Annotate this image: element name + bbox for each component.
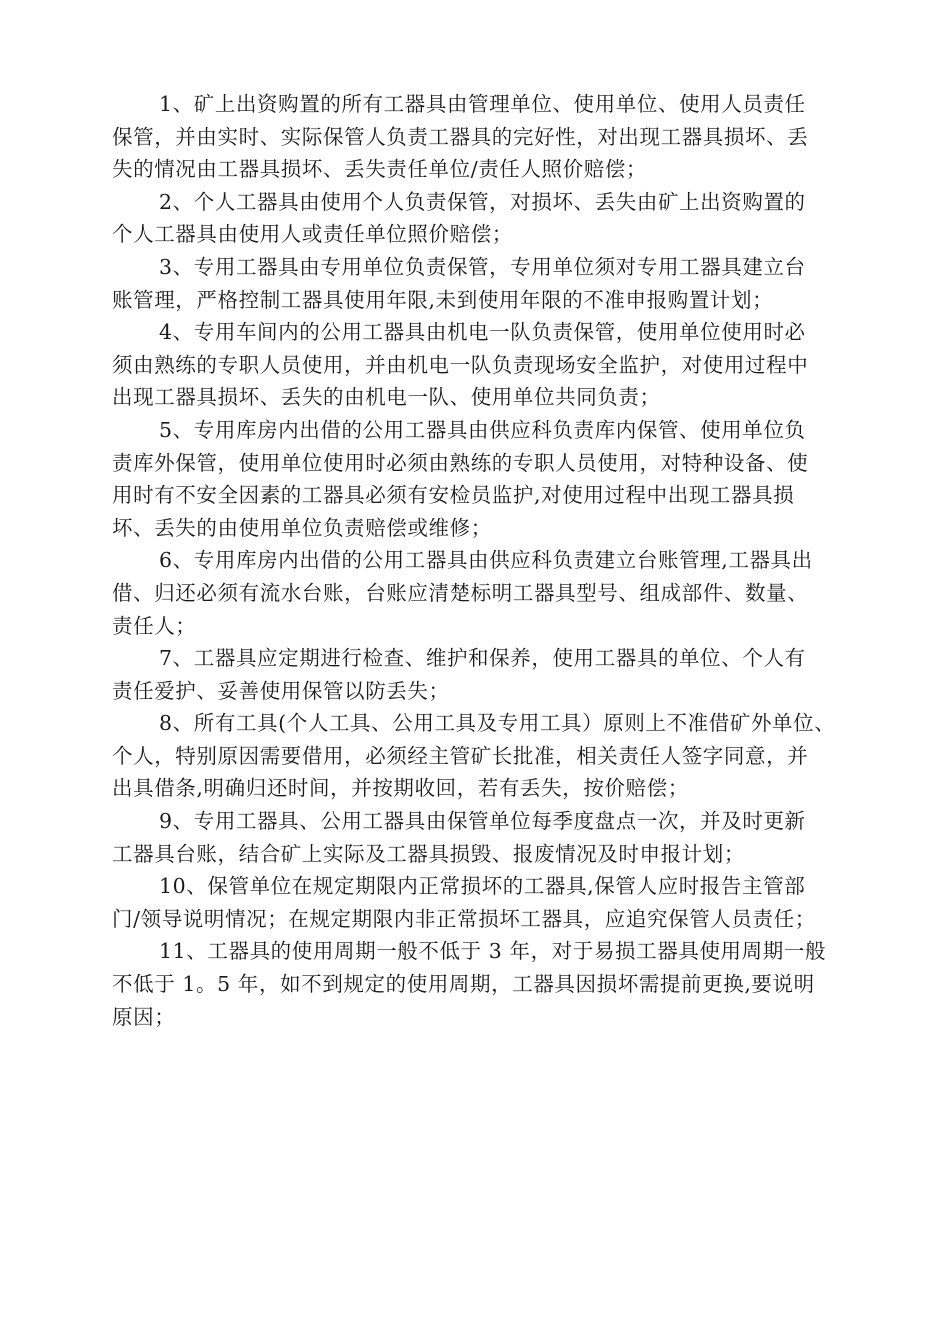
paragraph-line: 用时有不安全因素的工器具必须有安检员监护,对使用过程中出现工器具损 <box>112 483 795 508</box>
paragraph-line: 坏、丢失的由使用单位负责赔偿或维修； <box>112 515 492 540</box>
paragraph-line: 账管理，严格控制工器具使用年限,未到使用年限的不准申报购置计划； <box>112 287 774 312</box>
paragraph-3 <box>112 251 852 316</box>
paragraph-7 <box>112 642 852 707</box>
paragraph-5 <box>112 414 852 544</box>
paragraph-9 <box>112 805 852 870</box>
paragraph-line: 保管，并由实时、实际保管人负责工器具的完好性，对出现工器具损坏、丢 <box>112 124 809 149</box>
paragraph-line: 须由熟练的专职人员使用，并由机电一队负责现场安全监护，对使用过程中 <box>112 352 809 377</box>
paragraph-6 <box>112 544 852 642</box>
paragraph-line: 个人，特别原因需要借用，必须经主管矿长批准，相关责任人签字同意，并 <box>112 743 809 768</box>
paragraph-line: 责库外保管，使用单位使用时必须由熟练的专职人员使用，对特种设备、使 <box>112 450 809 475</box>
paragraph-line: 个人工器具由使用人或责任单位照价赔偿； <box>112 222 513 247</box>
paragraph-line: 门/领导说明情况；在规定期限内非正常损坏工器具，应追究保管人员责任； <box>112 906 816 931</box>
paragraph-line: 出现工器具损坏、丢失的由机电一队、使用单位共同负责； <box>112 385 661 410</box>
paragraph-line: 4、专用车间内的公用工器具由机电一队负责保管，使用单位使用时必 <box>159 320 806 345</box>
paragraph-1 <box>112 88 852 186</box>
paragraph-line: 出具借条,明确归还时间，并按期收回，若有丢失，按价赔偿； <box>112 776 689 801</box>
paragraph-line: 10、保管单位在规定期限内正常损坏的工器具,保管人应时报告主管部 <box>159 874 806 899</box>
paragraph-line: 7、工器具应定期进行检查、维护和保养，使用工器具的单位、个人有 <box>159 646 806 671</box>
paragraph-line: 2、个人工器具由使用个人负责保管，对损坏、丢失由矿上出资购置的 <box>159 189 806 214</box>
paragraph-line: 失的情况由工器具损坏、丢失责任单位/责任人照价赔偿； <box>112 157 648 182</box>
paragraph-line: 3、专用工器具由专用单位负责保管，专用单位须对专用工器具建立台 <box>159 254 806 279</box>
paragraph-line: 1、矿上出资购置的所有工器具由管理单位、使用单位、使用人员责任 <box>159 92 806 116</box>
paragraph-line: 6、专用库房内出借的公用工器具由供应科负责建立台账管理,工器具出 <box>159 548 813 573</box>
paragraph-4 <box>112 316 852 414</box>
paragraph-line: 11、工器具的使用周期一般不低于 3 年，对于易损工器具使用周期一般 <box>159 939 827 964</box>
paragraph-line: 工器具台账，结合矿上实际及工器具损毁、报废情况及时申报计划； <box>112 841 745 866</box>
paragraph-10 <box>112 870 852 935</box>
paragraph-11 <box>112 935 852 1033</box>
paragraph-line: 8、所有工具(个人工具、公用工具及专用工具）原则上不准借矿外单位、 <box>159 711 836 736</box>
document-body <box>112 88 852 1033</box>
paragraph-line: 原因； <box>112 1004 176 1029</box>
paragraph-line: 借、归还必须有流水台账，台账应清楚标明工器具型号、组成部件、数量、 <box>112 580 809 605</box>
paragraph-2 <box>112 186 852 251</box>
paragraph-line: 9、专用工器具、公用工器具由保管单位每季度盘点一次，并及时更新 <box>159 809 806 834</box>
paragraph-line: 不低于 1。5 年，如不到规定的使用周期，工器具因损坏需提前更换,要说明 <box>112 972 815 997</box>
paragraph-line: 责任爱护、妥善使用保管以防丢失； <box>112 678 450 703</box>
paragraph-line: 责任人； <box>112 613 197 638</box>
paragraph-line: 5、专用库房内出借的公用工器具由供应科负责库内保管、使用单位负 <box>159 417 806 442</box>
paragraph-8 <box>112 707 852 805</box>
